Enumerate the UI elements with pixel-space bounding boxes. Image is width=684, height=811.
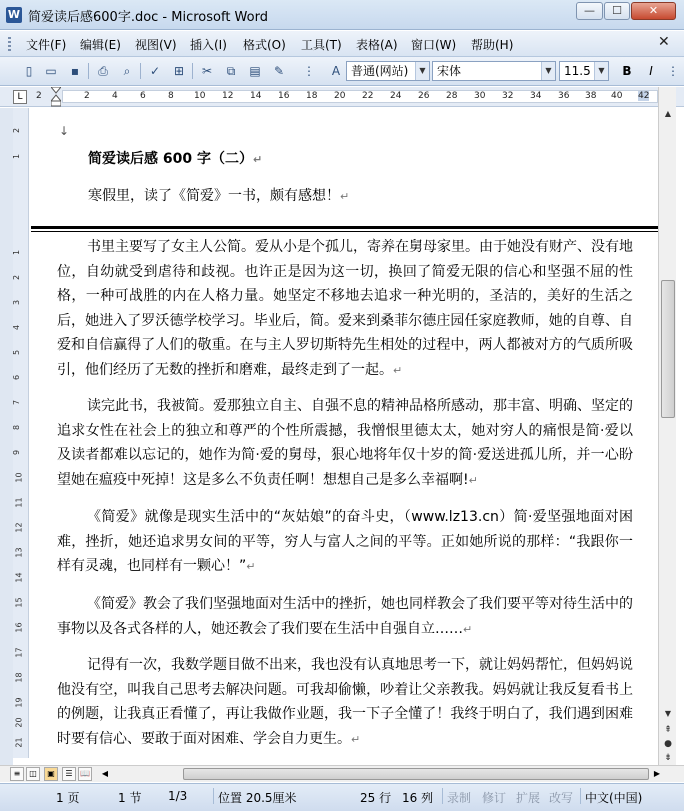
ruler-number: 30 [474,91,486,101]
toolbar-options-icon[interactable]: ⋮ [667,64,679,78]
status-position: 位置 20.5厘米 [218,791,297,805]
ruler-number: 2 [84,91,90,101]
vruler-number: 6 [12,374,22,381]
scroll-left-icon[interactable]: ◀ [101,769,109,778]
scroll-right-icon[interactable]: ▶ [653,769,661,778]
scroll-down-icon[interactable]: ▼ [664,709,672,718]
paragraph-2 [57,394,633,493]
toolbar-options-icon[interactable]: ⋮ [303,64,315,78]
toolbar-separator [88,63,89,79]
vruler-number: 3 [12,299,22,306]
paste-icon[interactable]: ▤ [249,64,261,78]
paragraph-mark: ↵ [246,560,256,573]
maximize-button[interactable]: ☐ [604,2,630,20]
paragraph-mark: ↵ [468,473,478,487]
menu-insert[interactable]: 插入(I) [190,38,227,52]
menubar-grip[interactable] [8,37,11,51]
paragraph-5 [57,653,633,752]
close-window-button[interactable]: ✕ [631,2,676,20]
page-break-line [31,226,658,232]
ruler-number: 12 [222,91,234,101]
vruler-number: 11 [14,497,24,508]
ruler-number: 22 [362,91,374,101]
document-close-icon[interactable]: ✕ [658,34,670,50]
vruler-number: 21 [14,737,24,748]
horizontal-scroll-thumb[interactable] [183,768,649,780]
scroll-up-icon[interactable]: ▲ [664,109,672,118]
menu-table[interactable]: 表格(A) [356,38,398,52]
paragraph-mark: ↵ [463,622,473,636]
bold-button[interactable]: B [622,64,632,78]
ruler-number: 42 [638,91,650,101]
left-margin-strip [0,108,13,765]
format-painter-icon[interactable]: ✎ [273,64,285,78]
cut-icon[interactable]: ✂ [201,64,213,78]
window-title: 简爱读后感600字.doc - Microsoft Word [28,10,268,25]
status-language[interactable]: 中文(中国) [585,791,643,805]
vruler-number: 2 [12,127,22,134]
ruler-number: 4 [112,91,118,101]
chevron-down-icon[interactable]: ▼ [541,62,555,80]
select-browse-object-icon[interactable]: ● [664,739,672,749]
status-separator [580,788,581,804]
ruler-number: 34 [530,91,542,101]
web-layout-view-icon[interactable]: ◫ [26,767,40,781]
normal-view-icon[interactable]: ≡ [10,767,24,781]
font-size-value: 11.5 [564,64,591,78]
horizontal-ruler[interactable] [0,87,684,107]
ruler-number: 10 [194,91,206,101]
status-overtype[interactable]: 改写 [549,791,574,805]
spelling-icon[interactable]: ✓ [149,64,161,78]
intro-text: 寒假里，读了《简爱》一书，颇有感想！ [88,188,340,204]
vruler-number: 14 [14,572,24,583]
status-record[interactable]: 录制 [447,791,472,805]
top-margin-mark: ↓ [59,124,70,138]
status-separator [442,788,443,804]
toolbar-separator [140,63,141,79]
styles-formatting-icon[interactable]: A [331,64,341,78]
ruler-number: 24 [390,91,402,101]
style-value: 普通(网站) [351,64,409,78]
research-icon[interactable]: ⊞ [173,64,185,78]
document-page[interactable] [31,108,658,765]
status-column: 16 列 [402,791,434,805]
ruler-number: 32 [502,91,514,101]
style-select[interactable] [346,61,430,81]
paragraph-5-text: 记得有一次，我数学题目做不出来，我也没有认真地思考一下，就让妈妈帮忙，但妈妈说他没有空，叫我自己思考去解决问题。可我却偷懒，吵着让父亲教我。妈妈就让我反复看书上的例题，让我真正看懂了，再让我做作业题，我一下子全懂了！我终于明白了，我们遇到困难时要有信心、要敢于面对困难、学会自力更生。 [57,657,633,747]
ruler-number: 18 [306,91,318,101]
horizontal-scrollbar[interactable] [0,765,684,782]
menu-format[interactable]: 格式(O) [243,38,286,52]
menu-tools[interactable]: 工具(T) [301,38,342,52]
paragraph-2-text: 读完此书，我被简。爱那独立自主、自强不息的精神品格所感动，那丰富、明确、坚定的追求女性在社会上的独立和尊严的个性所震撼，我憎恨里德太太，她对穷人的痛恨是简·爱以及读者都难以忘记的，她作为简·爱的舅母，狠心地将年仅十岁的简·爱送进孤儿所，并一心盼望她在瘟疫中死掉！这是多么不负责任啊！想想自己是多么幸福啊! [57,398,633,488]
menu-help[interactable]: 帮助(H) [471,38,514,52]
ruler-number: 28 [446,91,458,101]
ruler-number: 20 [334,91,346,101]
ruler-number: 38 [585,91,597,101]
ruler-number: 16 [278,91,290,101]
vruler-number: 4 [12,324,22,331]
italic-button[interactable]: I [649,64,653,78]
paragraph-3-text: 《简爱》就像是现实生活中的“灰姑娘”的奋斗史，（www.lz13.cn）简·爱坚强地面对困难，挫折，她还追求男女间的平等，穷人与富人之间的平等。正如她所说的那样：“我跟你一样有灵魂，也同样有一颗心！” [57,509,633,574]
ruler-number: 40 [611,91,623,101]
toolbar-separator [192,63,193,79]
vruler-number: 12 [14,522,24,533]
document-intro-line [88,184,628,210]
status-page-count: 1/3 [168,789,188,803]
reading-layout-view-icon[interactable]: 📖 [78,767,92,781]
indent-marker-icon[interactable] [51,87,61,107]
outline-view-icon[interactable]: ☰ [62,767,76,781]
paragraph-mark: ↵ [393,363,403,377]
paragraph-mark: ↵ [252,153,263,166]
minimize-button[interactable]: — [576,2,603,20]
heading-text: 简爱读后感 600 字（二） [88,151,253,167]
menu-view[interactable]: 视图(V) [135,38,177,52]
save-icon[interactable]: ▪ [70,64,80,78]
vruler-number: 9 [12,449,22,456]
vruler-number: 2 [12,274,22,281]
paragraph-4 [57,592,633,642]
vruler-number: 1 [12,153,22,160]
vertical-scrollbar[interactable] [658,87,676,765]
copy-icon[interactable]: ⧉ [226,64,236,78]
paragraph-3 [57,505,633,580]
vertical-scroll-thumb[interactable] [661,280,675,418]
open-folder-icon[interactable]: ▭ [45,64,57,78]
vruler-number: 7 [12,399,22,406]
vruler-number: 5 [12,349,22,356]
ruler-number: 8 [168,91,174,101]
vruler-number: 8 [12,424,22,431]
print-preview-icon[interactable]: ⌕ [123,64,131,78]
title-bar [0,0,684,30]
menu-window[interactable]: 窗口(W) [411,38,457,52]
ruler-number: 14 [250,91,262,101]
formatting-toolbar [0,57,684,86]
vruler-number: 17 [14,647,24,658]
ruler-number: 26 [418,91,430,101]
vruler-number: 1 [12,249,22,256]
status-separator [213,788,214,804]
status-track-changes[interactable]: 修订 [482,791,507,805]
paragraph-1-text: 书里主要写了女主人公简。爱从小是个孤儿，寄养在舅母家里。由于她没有财产、没有地位，自幼就受到虐待和歧视。也许正是因为这一切，换回了简爱无限的信心和坚强不屈的性格，一种可战胜的内在人格力量。她坚定不移地去追求一种光明的，圣洁的，美好的生活之后，她进入了罗沃德学校学习。毕业后，简。爱来到桑菲尔德庄园任家庭教师，她的自尊、自爱和自信赢得了人们的敬重。在与主人罗切斯特先生相处的过程中，两人都被对方的气质所吸引，他们经历了无数的挫折和磨难，最终走到了一起。 [57,239,633,378]
vruler-number: 13 [14,547,24,558]
ruler-number: 6 [140,91,146,101]
ruler-number: 36 [558,91,570,101]
vertical-ruler[interactable] [13,108,29,758]
vruler-number: 20 [14,717,24,728]
status-bar [0,783,684,811]
chevron-down-icon[interactable]: ▼ [415,62,429,80]
status-line: 25 行 [360,791,392,805]
vruler-number: 19 [14,697,24,708]
tab-selector[interactable]: L [13,90,27,104]
word-app-icon[interactable]: W [7,8,21,21]
menu-bar [0,31,684,57]
print-icon[interactable]: ⎙ [98,64,108,78]
font-size-select[interactable] [559,61,609,81]
vruler-number: 18 [14,672,24,683]
print-layout-view-icon[interactable]: ▣ [44,767,58,781]
vruler-number: 10 [14,472,24,483]
vruler-number: 15 [14,597,24,608]
menu-edit[interactable]: 编辑(E) [80,38,121,52]
paragraph-4-text: 《简爱》教会了我们坚强地面对生活中的挫折，她也同样教会了我们要平等对待生活中的事物以及各式各样的人，她还教会了我们要在生活中自强自立…… [57,596,633,637]
font-select[interactable] [432,61,556,81]
font-value: 宋体 [437,64,462,78]
menu-file[interactable]: 文件(F) [26,38,67,52]
previous-page-icon[interactable]: ⇞ [664,725,672,735]
status-section: 1 节 [118,791,142,805]
new-document-icon[interactable]: ▯ [25,64,33,78]
status-extend[interactable]: 扩展 [516,791,541,805]
status-page: 1 页 [56,791,80,805]
next-page-icon[interactable]: ⇟ [664,753,672,763]
vruler-number: 16 [14,622,24,633]
paragraph-1 [57,235,633,383]
chevron-down-icon[interactable]: ▼ [594,62,608,80]
paragraph-mark: ↵ [351,732,361,746]
document-heading [88,148,262,168]
paragraph-mark: ↵ [340,190,350,203]
ruler-number: 2 [36,91,42,101]
